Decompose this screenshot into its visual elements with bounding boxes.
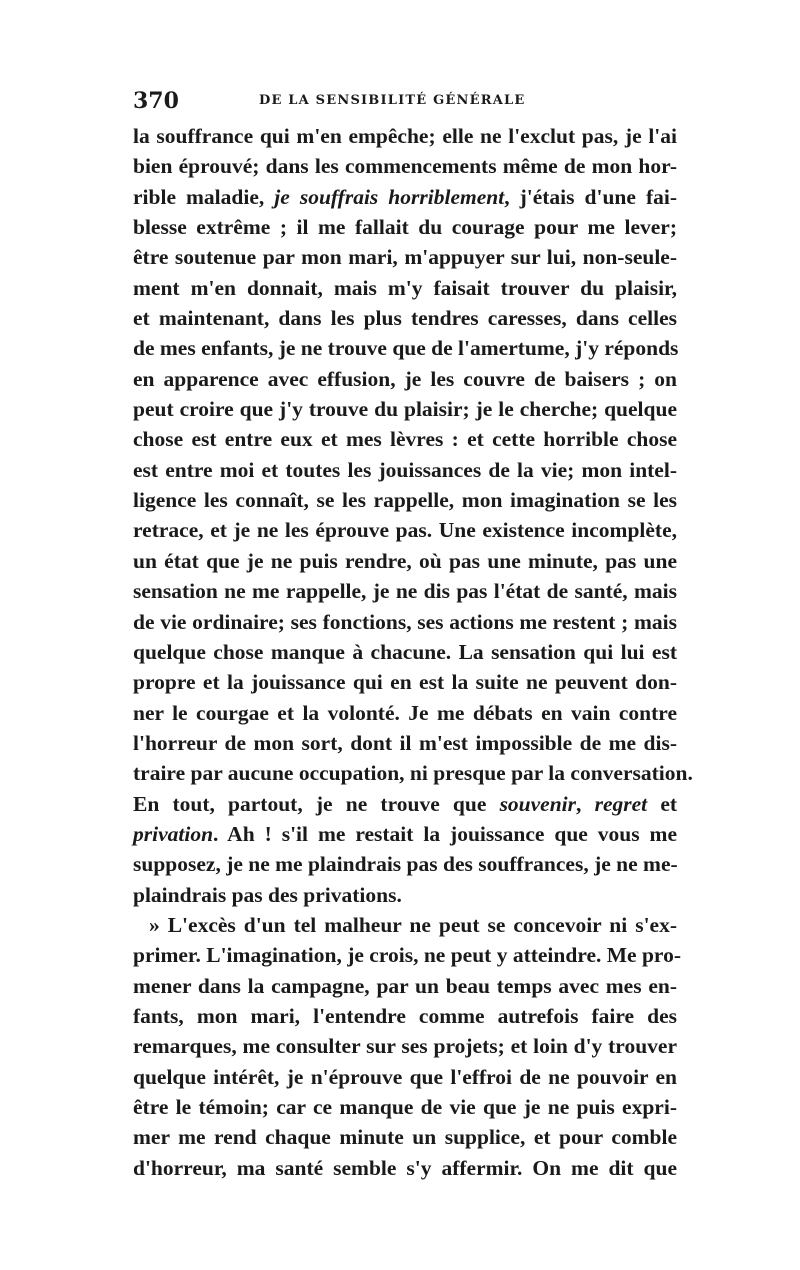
line-text: rible maladie, xyxy=(133,184,275,209)
text-line xyxy=(133,455,677,485)
line-text: et xyxy=(647,791,678,816)
line-text: En tout, partout, je ne trouve que xyxy=(133,791,500,816)
italic-text: je souffrais horriblement xyxy=(274,184,505,209)
text-line xyxy=(133,1001,677,1031)
text-line xyxy=(133,485,677,515)
text-line xyxy=(133,182,677,212)
text-line xyxy=(133,1031,677,1061)
line-text: remarques, me consulter sur ses projets; et loin d'y trouver xyxy=(133,1034,677,1059)
text-line xyxy=(133,880,677,910)
text-line xyxy=(133,333,677,363)
line-text: supposez, je ne me plaindrais pas des souffrances, je ne me- xyxy=(133,852,678,877)
line-text: traire par aucune occupation, ni presque par la conversation. xyxy=(133,761,693,786)
text-line xyxy=(133,515,677,545)
line-text: être le témoin; car ce manque de vie que je ne puis expri- xyxy=(133,1095,677,1119)
text-line xyxy=(133,151,677,181)
line-text: , j'étais d'une fai- xyxy=(504,184,677,209)
line-text: mener dans la campagne, par un beau temps avec mes en- xyxy=(133,973,677,998)
line-text: blesse extrême ; il me fallait du courage pour me lever; xyxy=(133,215,677,240)
text-line xyxy=(133,303,677,333)
text-line xyxy=(133,121,677,151)
text-line xyxy=(133,667,677,697)
text-line xyxy=(133,364,677,394)
line-text: , xyxy=(576,791,595,816)
body-text xyxy=(133,121,693,1183)
line-text: sensation ne me rappelle, je ne dis pas l'état de santé, mais xyxy=(133,579,677,604)
line-text: ment m'en donnait, mais m'y faisait trouver du plaisir, xyxy=(133,275,677,300)
text-line xyxy=(133,1062,677,1092)
line-text: mer me rend chaque minute un supplice, et pour comble xyxy=(133,1125,677,1150)
page-number: 370 xyxy=(133,88,179,114)
text-line xyxy=(133,394,677,424)
line-text: primer. L'imagination, je crois, ne peut y atteindre. Me pro- xyxy=(133,943,681,968)
text-line xyxy=(133,1153,677,1183)
text-line xyxy=(133,971,677,1001)
line-text: ner le courgae et la volonté. Je me débats en vain contre xyxy=(133,700,677,725)
text-line xyxy=(133,424,677,454)
text-line xyxy=(133,607,677,637)
text-line xyxy=(133,637,677,667)
text-line xyxy=(133,910,677,940)
text-line xyxy=(133,1122,677,1152)
text-line xyxy=(133,940,681,970)
line-text: chose est entre eux et mes lèvres : et cette horrible chose xyxy=(133,427,677,452)
line-text: être soutenue par mon mari, m'appuyer sur lui, non-seule- xyxy=(133,245,677,270)
line-text: peut croire que j'y trouve du plaisir; je le cherche; quelque xyxy=(133,397,677,422)
italic-text: souvenir xyxy=(499,791,577,816)
line-text: quelque chose manque à chacune. La sensation qui lui est xyxy=(133,639,677,664)
line-text: quelque intérêt, je n'éprouve que l'effroi de ne pouvoir en xyxy=(133,1064,677,1089)
line-text: . Ah ! s'il me restait la jouissance que vous me xyxy=(213,821,677,846)
text-line xyxy=(133,576,677,606)
text-line xyxy=(133,819,677,849)
text-line xyxy=(133,1092,677,1122)
text-line xyxy=(133,242,677,272)
line-text: l'horreur de mon sort, dont il m'est impossible de me dis- xyxy=(133,730,677,755)
line-text: d'horreur, ma santé semble s'y affermir. On me dit que xyxy=(133,1155,677,1180)
line-text: est entre moi et toutes les jouissances de la vie; mon intel- xyxy=(133,457,677,482)
line-text: fants, mon mari, l'entendre comme autrefois faire des xyxy=(133,1003,677,1028)
text-line xyxy=(133,698,677,728)
line-text: de vie ordinaire; ses fonctions, ses actions me restent ; mais xyxy=(133,609,677,634)
line-text: ligence les connaît, se les rappelle, mon imagination se les xyxy=(133,488,677,513)
line-text: la souffrance qui m'en empêche; elle ne l'exclut pas, je l'ai xyxy=(133,124,677,148)
line-text: propre et la jouissance qui en est la suite ne peuvent don- xyxy=(133,670,677,695)
text-line xyxy=(133,273,677,303)
line-text: de mes enfants, je ne trouve que de l'amertume, j'y réponds xyxy=(133,336,679,361)
text-line xyxy=(133,758,693,788)
line-text: bien éprouvé; dans les commencements même de mon hor- xyxy=(133,154,677,179)
line-text: en apparence avec effusion, je les couvre de baisers ; on xyxy=(133,366,677,391)
running-head xyxy=(133,88,677,120)
italic-text: regret xyxy=(594,791,648,816)
line-text: et maintenant, dans les plus tendres caresses, dans celles xyxy=(133,306,677,331)
text-line xyxy=(133,546,677,576)
running-title: DE LA SENSIBILITÉ GÉNÉRALE xyxy=(259,93,526,108)
line-text: plaindrais pas des privations. xyxy=(133,882,402,907)
text-line xyxy=(133,849,677,879)
line-text: retrace, et je ne les éprouve pas. Une existence incomplète, xyxy=(133,518,677,543)
line-text: » L'excès d'un tel malheur ne peut se concevoir ni s'ex- xyxy=(149,912,677,937)
line-text: un état que je ne puis rendre, où pas une minute, pas une xyxy=(133,548,677,573)
text-line xyxy=(133,789,677,819)
text-line xyxy=(133,728,677,758)
text-line xyxy=(133,212,677,242)
italic-text: privation xyxy=(133,821,214,846)
